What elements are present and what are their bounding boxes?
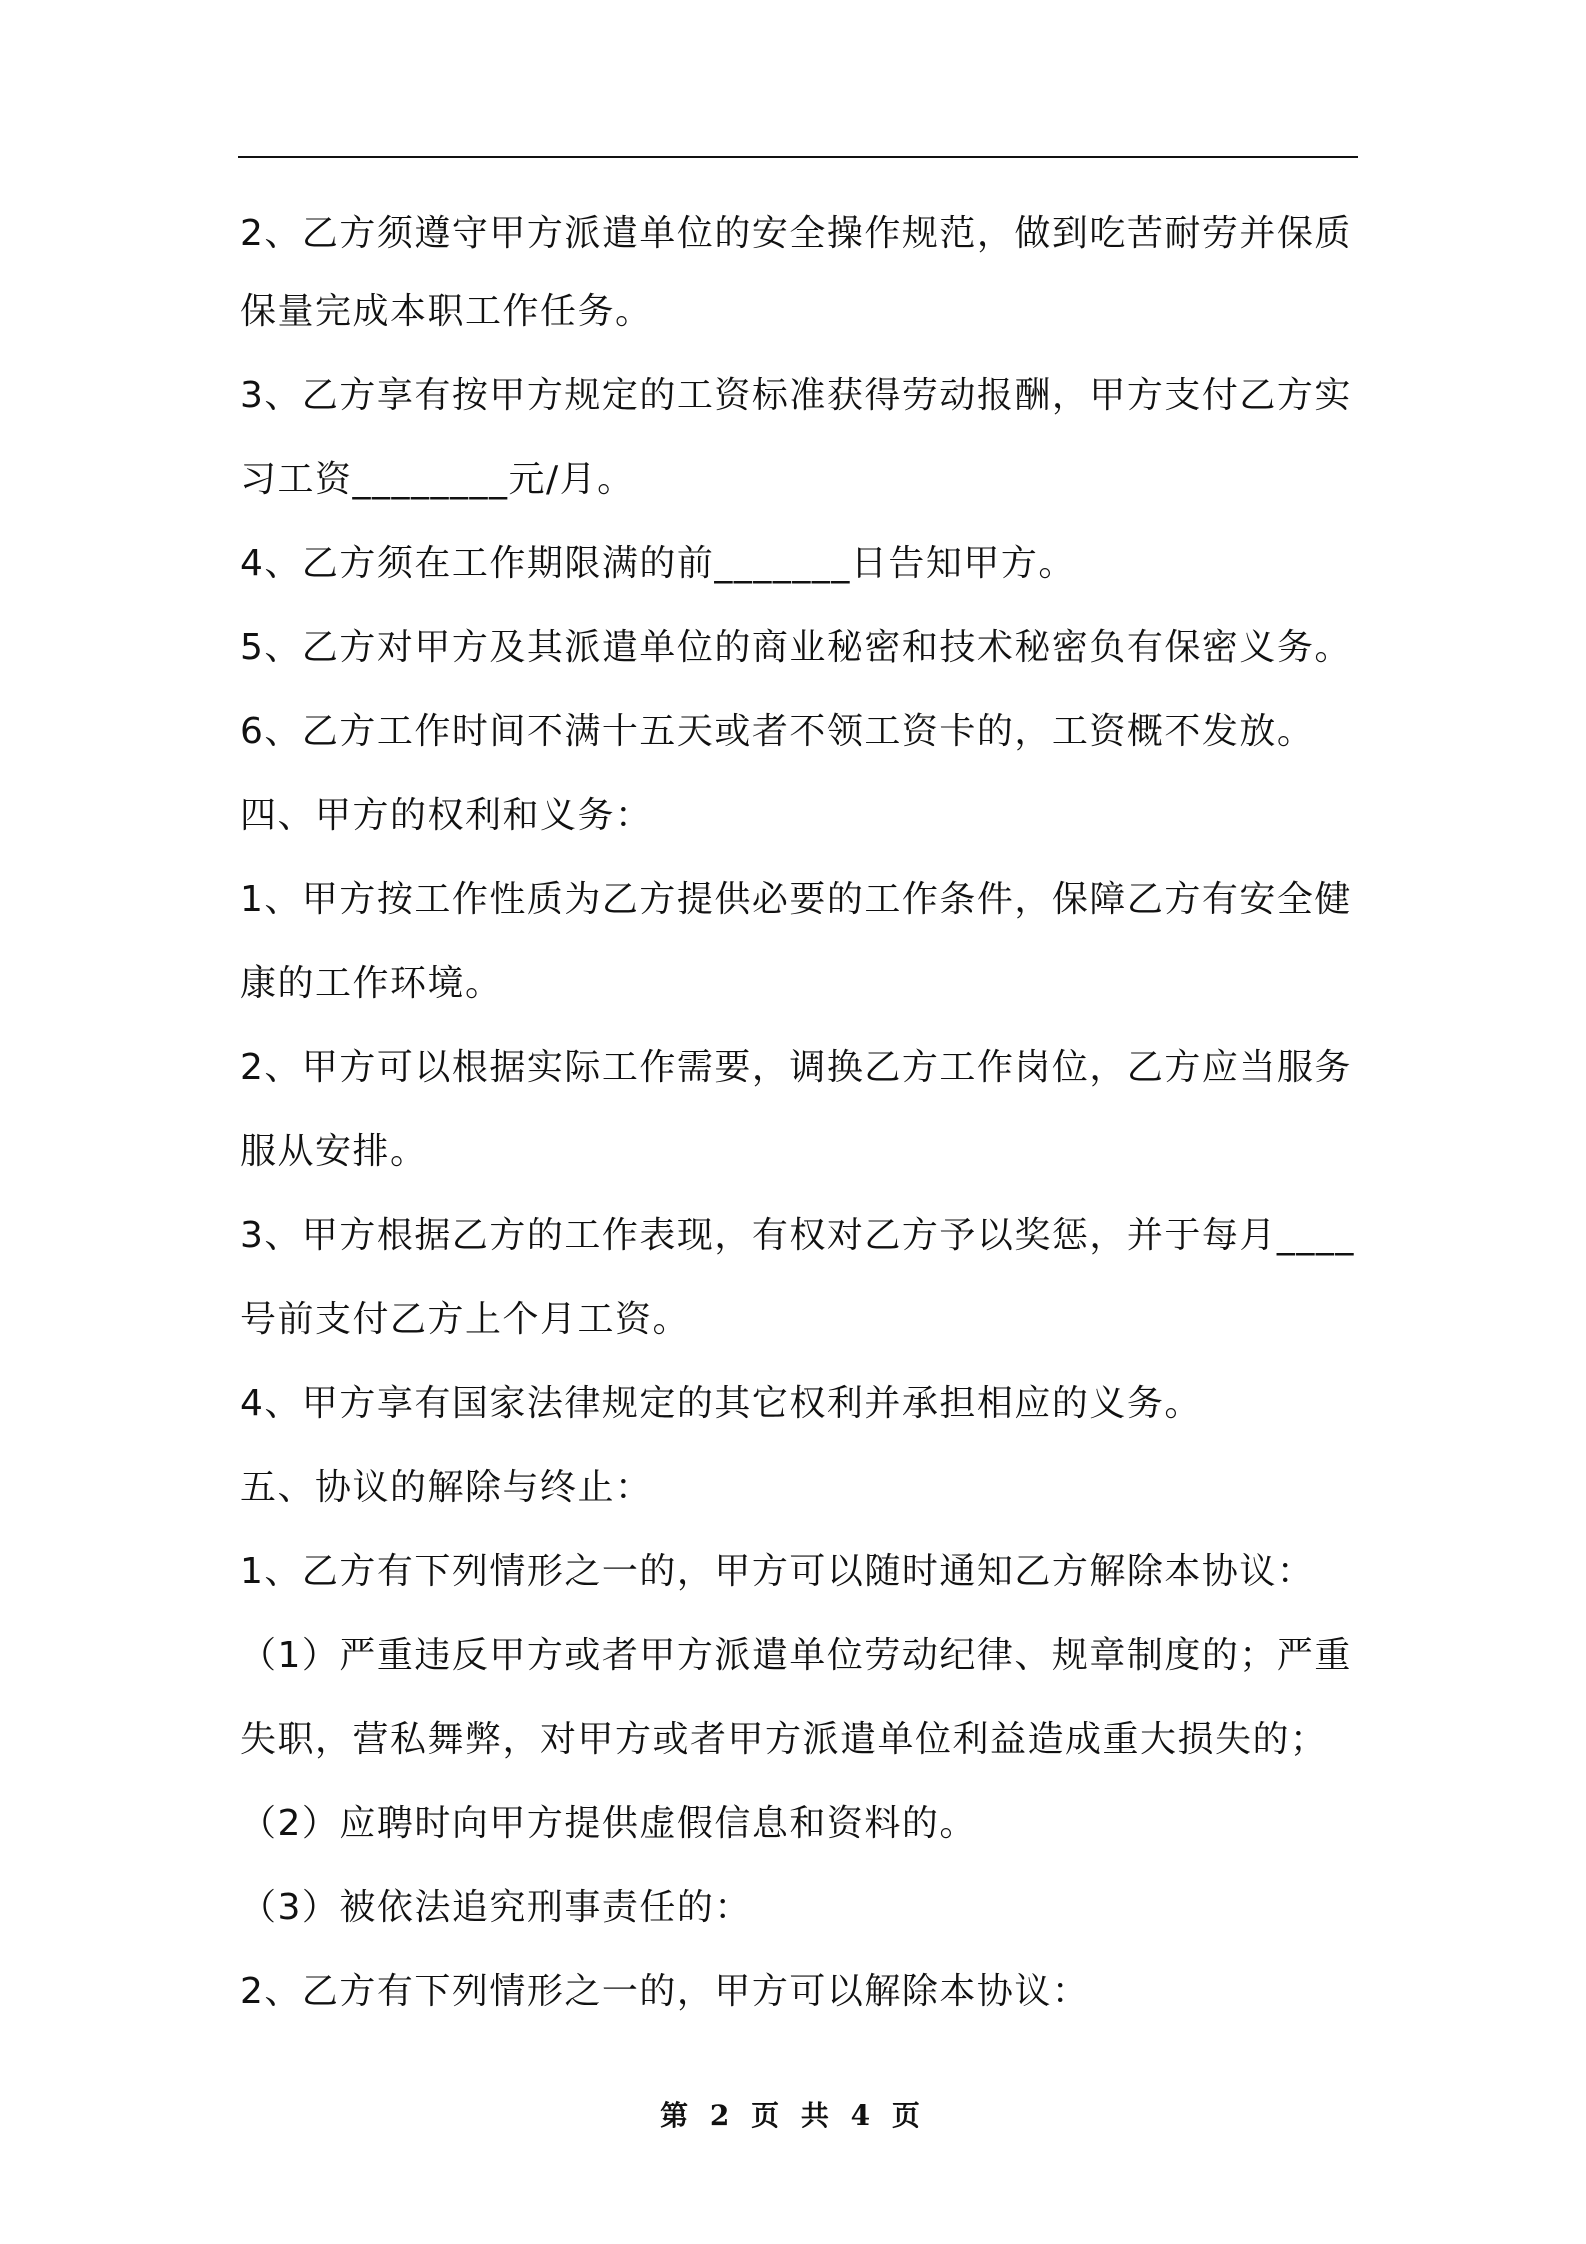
header-rule: [238, 156, 1358, 158]
section-heading: 四、甲方的权利和义务：: [240, 795, 653, 836]
text-line: 5、乙方对甲方及其派遣单位的商业秘密和技术秘密负有保密义务。: [240, 627, 1352, 668]
text-line: 4、乙方须在工作期限满的前_______日告知甲方。: [240, 543, 1076, 584]
text-line: 2、甲方可以根据实际工作需要，调换乙方工作岗位，乙方应当服务: [240, 1047, 1352, 1088]
text-line: 3、甲方根据乙方的工作表现，有权对乙方予以奖惩，并于每月____: [240, 1215, 1355, 1256]
text-line: （2）应聘时向甲方提供虚假信息和资料的。: [240, 1803, 977, 1844]
text-line: 号前支付乙方上个月工资。: [240, 1299, 691, 1340]
text-line: （3）被依法追究刑事责任的：: [240, 1887, 752, 1928]
page-number-footer: 第 2 页 共 4 页: [660, 2099, 926, 2132]
text-line: 保量完成本职工作任务。: [240, 291, 653, 332]
text-line: 2、乙方有下列情形之一的，甲方可以解除本协议：: [240, 1971, 1090, 2012]
text-line: 4、甲方享有国家法律规定的其它权利并承担相应的义务。: [240, 1383, 1202, 1424]
text-line: 6、乙方工作时间不满十五天或者不领工资卡的，工资概不发放。: [240, 711, 1315, 752]
section-heading: 五、协议的解除与终止：: [240, 1467, 653, 1508]
text-line: 2、乙方须遵守甲方派遣单位的安全操作规范，做到吃苦耐劳并保质: [240, 213, 1352, 254]
text-line: （1）严重违反甲方或者甲方派遣单位劳动纪律、规章制度的；严重: [240, 1635, 1352, 1676]
text-line: 服从安排。: [240, 1131, 428, 1172]
text-line: 1、甲方按工作性质为乙方提供必要的工作条件，保障乙方有安全健: [240, 879, 1352, 920]
text-line: 3、乙方享有按甲方规定的工资标准获得劳动报酬，甲方支付乙方实: [240, 375, 1352, 416]
text-line: 失职，营私舞弊，对甲方或者甲方派遣单位利益造成重大损失的；: [240, 1719, 1328, 1760]
text-line: 康的工作环境。: [240, 963, 503, 1004]
text-line: 习工资________元/月。: [240, 459, 635, 500]
text-line: 1、乙方有下列情形之一的，甲方可以随时通知乙方解除本协议：: [240, 1551, 1315, 1592]
